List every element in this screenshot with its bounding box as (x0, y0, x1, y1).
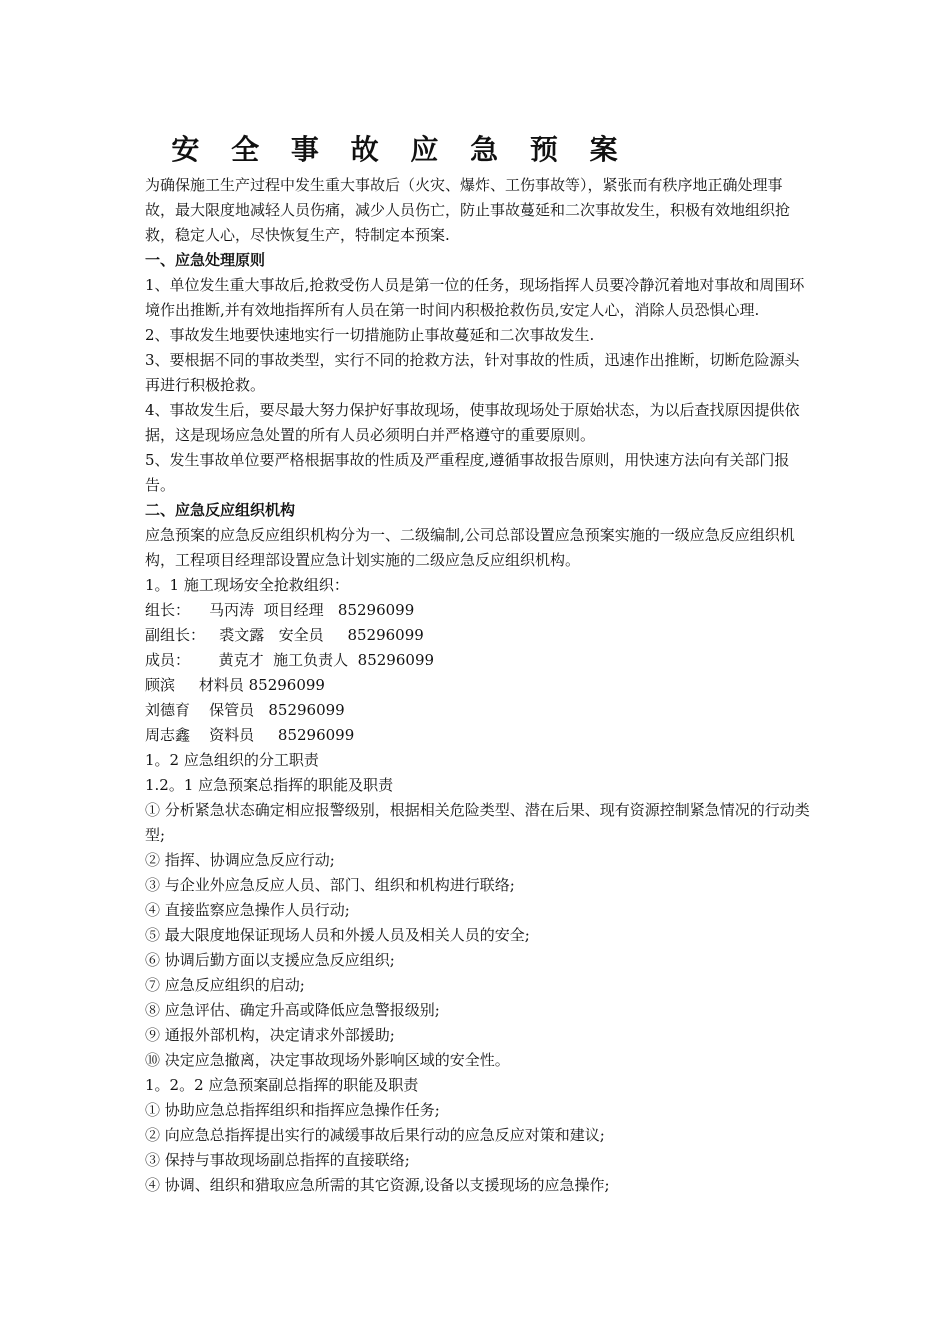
duty-item: ④ 直接监察应急操作人员行动; (145, 901, 350, 919)
subsection-heading: 1.2。1 应急预案总指挥的职能及职责 (145, 776, 394, 794)
principle-item: 2、事故发生地要快速地实行一切措施防止事故蔓延和二次事故发生. (145, 326, 595, 344)
subsection-heading: 1。2。2 应急预案副总指挥的职能及职责 (145, 1076, 419, 1094)
principle-item: 4、事故发生后，要尽最大努力保护好事故现场，使事故现场处于原始状态，为以后查找原因提供依据，这是现场应急处置的所有人员必须明白并严格遵守的重要原则。 (145, 401, 800, 444)
duty-item: ① 分析紧急状态确定相应报警级别，根据相关危险类型、潜在后果、现有资源控制紧急情况的行动类型; (145, 801, 810, 844)
duty-item: ② 指挥、协调应急反应行动; (145, 851, 335, 869)
duty-item: ① 协助应急总指挥组织和指挥应急操作任务; (145, 1101, 440, 1119)
section-heading-principles: 一、应急处理原则 (145, 251, 266, 269)
duty-item: ③ 保持与事故现场副总指挥的直接联络; (145, 1151, 410, 1169)
member-line-deputy: 副组长： 裘文露 安全员 85296099 (145, 626, 424, 644)
principle-item: 1、单位发生重大事故后,抢救受伤人员是第一位的任务，现场指挥人员要冷静沉着地对事故和周围环境作出推断,并有效地指挥所有人员在第一时间内积极抢救伤员,安定人心，消除人员恐惧心理. (145, 276, 805, 319)
intro-paragraph: 为确保施工生产过程中发生重大事故后（火灾、爆炸、工伤事故等），紧张而有秩序地正确处理事故，最大限度地减轻人员伤痛，减少人员伤亡，防止事故蔓延和二次事故发生，积极有效地组织抢救，稳定人心，尽快恢复生产，特制定本预案. (145, 176, 791, 244)
document-body (145, 173, 810, 1198)
document-title: 安 全 事 故 应 急 预 案 (171, 133, 629, 166)
duty-item: ⑨ 通报外部机构，决定请求外部援助; (145, 1026, 395, 1044)
principle-item: 5、发生事故单位要严格根据事故的性质及严重程度,遵循事故报告原则，用快速方法向有关部门报告。 (145, 451, 790, 494)
section-heading-organization: 二、应急反应组织机构 (145, 501, 296, 519)
duty-item: ⑧ 应急评估、确定升高或降低应急警报级别; (145, 1001, 440, 1019)
organization-intro: 应急预案的应急反应组织机构分为一、二级编制,公司总部设置应急预案实施的一级应急反应组织机构，工程项目经理部设置应急计划实施的二级应急反应组织机构。 (145, 526, 795, 569)
member-line: 刘德育 保管员 85296099 (145, 701, 345, 719)
principle-item: 3、要根据不同的事故类型，实行不同的抢救方法，针对事故的性质，迅速作出推断，切断危险源头再进行积极抢救。 (145, 351, 800, 394)
duty-item: ② 向应急总指挥提出实行的减缓事故后果行动的应急反应对策和建议; (145, 1126, 605, 1144)
duty-item: ⑩ 决定应急撤离，决定事故现场外影响区域的安全性。 (145, 1051, 510, 1069)
duty-item: ⑦ 应急反应组织的启动; (145, 976, 305, 994)
duty-item: ④ 协调、组织和猎取应急所需的其它资源,设备以支援现场的应急操作; (145, 1176, 610, 1194)
member-line-members: 成员： 黄克才 施工负责人 85296099 (145, 651, 435, 669)
subsection-heading: 1。1 施工现场安全抢救组织： (145, 576, 349, 594)
member-line: 顾滨 材料员 85296099 (145, 676, 325, 694)
duty-item: ⑤ 最大限度地保证现场人员和外援人员及相关人员的安全; (145, 926, 530, 944)
duty-item: ③ 与企业外应急反应人员、部门、组织和机构进行联络; (145, 876, 515, 894)
member-line: 周志鑫 资料员 85296099 (145, 726, 355, 744)
member-line-leader: 组长： 马丙涛 项目经理 85296099 (145, 601, 415, 619)
duty-item: ⑥ 协调后勤方面以支援应急反应组织; (145, 951, 395, 969)
subsection-heading: 1。2 应急组织的分工职责 (145, 751, 319, 769)
